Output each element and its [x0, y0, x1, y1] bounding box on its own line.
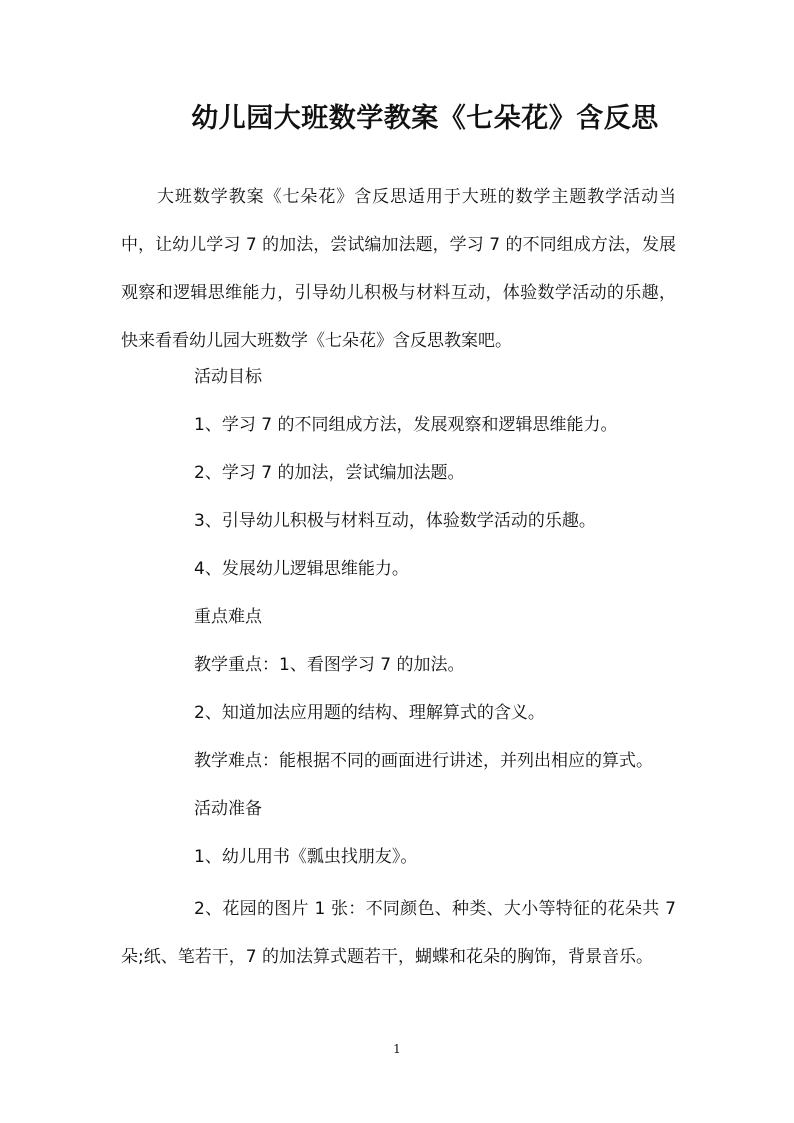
- goal-item-1: 1、学习 7 的不同组成方法，发展观察和逻辑思维能力。: [194, 415, 618, 435]
- key-point-1: 教学重点：1、看图学习 7 的加法。: [194, 655, 465, 675]
- prep-item-1: 1、幼儿用书《瓢虫找朋友》。: [194, 847, 418, 867]
- goals-heading: 活动目标: [194, 367, 262, 387]
- goal-item-2: 2、学习 7 的加法，尝试编加法题。: [194, 463, 465, 483]
- prep-item-2: 2、花园的图片 1 张：不同颜色、种类、大小等特征的花朵共 7 朵;纸、笔若干，7 的加法算式题若干，蝴蝶和花朵的胸饰，背景音乐。: [121, 899, 676, 967]
- goal-item-3: 3、引导幼儿积极与材料互动，体验数学活动的乐趣。: [194, 511, 596, 531]
- goal-item-4: 4、发展幼儿逻辑思维能力。: [194, 559, 409, 579]
- difficult-point: 教学难点：能根据不同的画面进行讲述，并列出相应的算式。: [194, 751, 653, 771]
- document-title: 幼儿园大班数学教案《七朵花》含反思: [191, 103, 659, 134]
- page-number: 1: [393, 1042, 401, 1056]
- key-point-2: 2、知道加法应用题的结构、理解算式的含义。: [194, 703, 545, 723]
- prep-heading: 活动准备: [194, 799, 262, 819]
- key-points-heading: 重点难点: [194, 607, 262, 627]
- intro-paragraph: 大班数学教案《七朵花》含反思适用于大班的数学主题教学活动当中，让幼儿学习 7 的加法，尝试编加法题，学习 7 的不同组成方法，发展观察和逻辑思维能力，引导幼儿积极与材料互动，体验数学活动的乐趣，快来看看幼儿园大班数学《七朵花》含反思教案吧。: [121, 187, 676, 351]
